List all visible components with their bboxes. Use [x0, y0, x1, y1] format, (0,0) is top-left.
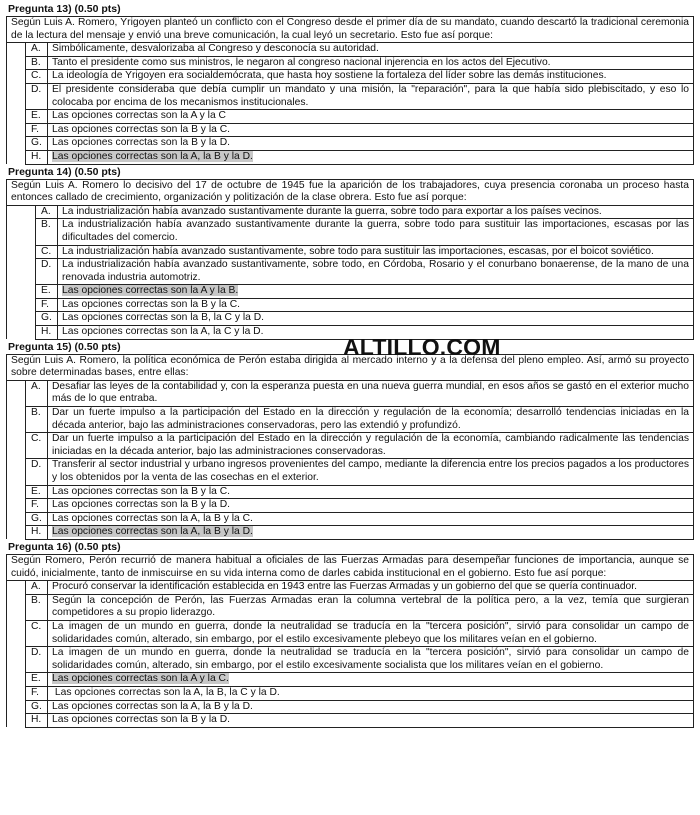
option-letter: F. — [26, 499, 48, 513]
option-letter: C. — [36, 245, 58, 259]
option-letter: D. — [26, 647, 48, 673]
option-text: Simbólicamente, desvalorizaba al Congreso y desconocía su autoridad. — [52, 43, 379, 55]
option-text: Las opciones correctas son la B y la C. — [52, 485, 230, 497]
option-letter: G. — [26, 512, 48, 526]
option-text: La industrialización había avanzado sustantivamente, sobre todo para sustituir las importaciones, escasas, por el boicot soviético. — [62, 245, 654, 257]
option-row — [7, 700, 694, 714]
question-14 — [6, 165, 694, 340]
question-table — [6, 179, 694, 340]
option-letter: A. — [26, 581, 48, 595]
option-letter: C. — [26, 620, 48, 646]
question-title: Pregunta 14) (0.50 pts) — [8, 165, 121, 178]
option-text: Las opciones correctas son la A, la B, la C y la D. — [52, 686, 280, 698]
selected-option-text: Las opciones correctas son la A, la B y la D. — [52, 150, 253, 162]
option-letter: D. — [36, 259, 58, 285]
option-letter: F. — [36, 298, 58, 312]
option-text: Las opciones correctas son la B, la C y la D. — [62, 312, 265, 324]
option-row — [7, 459, 694, 485]
selected-option-text: Las opciones correctas son la A, la B y la D. — [52, 526, 253, 538]
question-table — [6, 354, 694, 540]
option-letter: D. — [26, 459, 48, 485]
option-letter: E. — [26, 673, 48, 687]
option-letter: A. — [26, 43, 48, 57]
option-row — [7, 433, 694, 459]
option-row-selected — [7, 526, 694, 540]
option-letter: C. — [26, 433, 48, 459]
option-row — [7, 56, 694, 70]
option-letter: B. — [26, 56, 48, 70]
option-text: Desafiar las leyes de la contabilidad y, con la esperanza puesta en una nueva guerra mundial, en esos años se gastó en el exterior mucho más de lo que entraba. — [52, 380, 689, 405]
option-row — [7, 123, 694, 137]
option-row — [7, 70, 694, 84]
option-row — [7, 137, 694, 151]
option-text: Dar un fuerte impulso a la participación del Estado en la dirección y regulación de la economía, cambiando radicalmente las tendencias iniciadas en la década anterior, bajo las administraciones conservadoras. — [52, 433, 689, 457]
question-table — [6, 16, 694, 165]
option-letter: F. — [26, 686, 48, 700]
option-row — [7, 312, 694, 326]
option-text: Las opciones correctas son la A, la B y la D. — [52, 700, 253, 712]
option-row-selected — [7, 150, 694, 164]
option-letter: E. — [26, 485, 48, 499]
option-row — [7, 407, 694, 433]
option-letter: G. — [36, 312, 58, 326]
option-letter: F. — [26, 123, 48, 137]
option-row — [7, 647, 694, 673]
option-text: La industrialización había avanzado sustantivamente durante la guerra, sobre todo para sustituir las importaciones, escasas por las dificultades del comercio. — [62, 219, 689, 243]
selected-option-text: Las opciones correctas son la A y la C. — [52, 673, 229, 685]
question-13 — [6, 2, 694, 165]
option-text: Tanto el presidente como sus ministros, le negaron al congreso nacional injerencia en los actos del Ejecutivo. — [52, 56, 551, 68]
option-text: Las opciones correctas son la B y la D. — [52, 499, 230, 511]
option-letter: B. — [26, 407, 48, 433]
option-row — [7, 110, 694, 124]
question-title: Pregunta 15) (0.50 pts) — [8, 340, 121, 353]
option-text: Las opciones correctas son la B y la C. — [52, 123, 230, 135]
question-title: Pregunta 13) (0.50 pts) — [8, 3, 121, 15]
question-title: Pregunta 16) (0.50 pts) — [8, 540, 121, 553]
option-row — [7, 686, 694, 700]
option-text: La ideología de Yrigoyen era socialdemócrata, que hasta hoy sostiene la fortaleza del líder sobre las demás instituciones. — [52, 70, 607, 82]
option-text: Según la concepción de Perón, las Fuerzas Armadas eran la columna vertebral de la política pero, a la vez, temía que surgieran competidores a su propio liderazgo. — [52, 594, 689, 619]
option-row — [7, 83, 694, 109]
option-row — [7, 259, 694, 285]
option-row — [7, 512, 694, 526]
option-letter: C. — [26, 70, 48, 84]
option-letter: H. — [36, 326, 58, 340]
option-letter: E. — [36, 285, 58, 299]
option-row — [7, 298, 694, 312]
option-text: La industrialización había avanzado sustantivamente, sobre todo, en Córdoba, Rosario y el conurbano bonaerense, de la mano de una renovada industria automotriz. — [62, 259, 689, 283]
option-row — [7, 620, 694, 646]
option-text: Las opciones correctas son la B y la C. — [62, 298, 240, 310]
option-row — [7, 43, 694, 57]
option-text: La imagen de un mundo en guerra, donde la neutralidad se traducía en la "tercera posición", sirvió para consolidar un campo de solidaridades común, alterado, sin embargo, por el estilo excesivamente socialista que los militares veían en el gobierno. — [52, 647, 689, 671]
option-letter: A. — [36, 205, 58, 219]
exam-page — [6, 2, 694, 728]
option-text: La imagen de un mundo en guerra, donde la neutralidad se traducía en la "tercera posición", sirvió para consolidar un campo de solidaridades común, alterado, sin embargo, por el estilo excesivamente plebeyo que los militares veían en el gobierno. — [52, 620, 689, 645]
option-row-selected — [7, 673, 694, 687]
option-letter: G. — [26, 137, 48, 151]
question-stem: Según Luis A. Romero, la política económica de Perón estaba dirigida al mercado interno y a la defensa del pleno empleo. Así, armó su proyecto sobre determinadas bases, entre ellas: — [7, 354, 694, 380]
question-stem: Según Romero, Perón recurrió de manera habitual a oficiales de las Fuerzas Armadas para desempeñar funciones de importancia, aunque se cuidó, inicialmente, tanto de inmiscuirse en su vida interna como de darles cabida institucional en el gobierno. Esto fue así porque: — [7, 554, 694, 580]
option-text: Las opciones correctas son la B y la D. — [52, 714, 230, 726]
question-table — [6, 554, 694, 728]
question-stem: Según Luis A. Romero, Yrigoyen planteó un conflicto con el Congreso desde el primer día de su mandato, cuando descartó la tradicional ceremonia de la lectura del mensaje y envió una breve comunicación, la cual leyó un secretario. Esto fue así porque: — [7, 17, 694, 43]
option-row — [7, 245, 694, 259]
option-row — [7, 380, 694, 406]
option-text: Las opciones correctas son la A, la C y la D. — [62, 326, 264, 338]
option-text: Dar un fuerte impulso a la participación del Estado en la dirección y regulación de la economía; desarrolló tendencias iniciadas en la década anterior, bajo las administraciones conservadoras, pero las extendió y profundizó. — [52, 407, 689, 431]
question-16 — [6, 540, 694, 728]
option-letter: E. — [26, 110, 48, 124]
option-text: Transferir al sector industrial y urbano ingresos provenientes del campo, mediante la diferencia entre los precios pagados a los productores y los obtenidos por la venta de las cosechas en el exterior. — [52, 459, 689, 483]
option-letter: G. — [26, 700, 48, 714]
option-row — [7, 581, 694, 595]
option-text: Procuró conservar la identificación establecida en 1943 entre las Fuerzas Armadas y un gobierno del que se quería continuador. — [52, 581, 637, 593]
option-text: Las opciones correctas son la B y la D. — [52, 137, 230, 149]
option-row — [7, 205, 694, 219]
option-letter: H. — [26, 150, 48, 164]
selected-option-text: Las opciones correctas son la A y la B. — [62, 285, 239, 297]
option-letter: H. — [26, 526, 48, 540]
option-row — [7, 499, 694, 513]
option-text: La industrialización había avanzado sustantivamente durante la guerra, sobre todo para exportar a los países vecinos. — [62, 205, 602, 217]
option-letter: B. — [36, 219, 58, 245]
option-row — [7, 594, 694, 620]
option-text: El presidente consideraba que debía cumplir un mandato y una misión, la "reparación", para la que había sido plebiscitado, y eso lo colocaba por encima de los mecanismos institucionales. — [52, 83, 689, 108]
option-row — [7, 485, 694, 499]
question-stem: Según Luis A. Romero lo decisivo del 17 de octubre de 1945 fue la aparición de los trabajadores, cuya presencia coronaba un proceso hasta entonces callado de crecimiento, organización y politización de la clase obrera. Esto fue así porque: — [7, 179, 694, 205]
question-15 — [6, 340, 694, 540]
option-row — [7, 219, 694, 245]
option-row-selected — [7, 285, 694, 299]
option-letter: D. — [26, 83, 48, 109]
option-text: Las opciones correctas son la A y la C — [52, 110, 226, 122]
option-text: Las opciones correctas son la A, la B y la C. — [52, 512, 253, 524]
option-row — [7, 714, 694, 728]
option-letter: H. — [26, 714, 48, 728]
option-letter: A. — [26, 380, 48, 406]
watermark: ALTILLO.COM — [343, 334, 501, 360]
option-letter: B. — [26, 594, 48, 620]
